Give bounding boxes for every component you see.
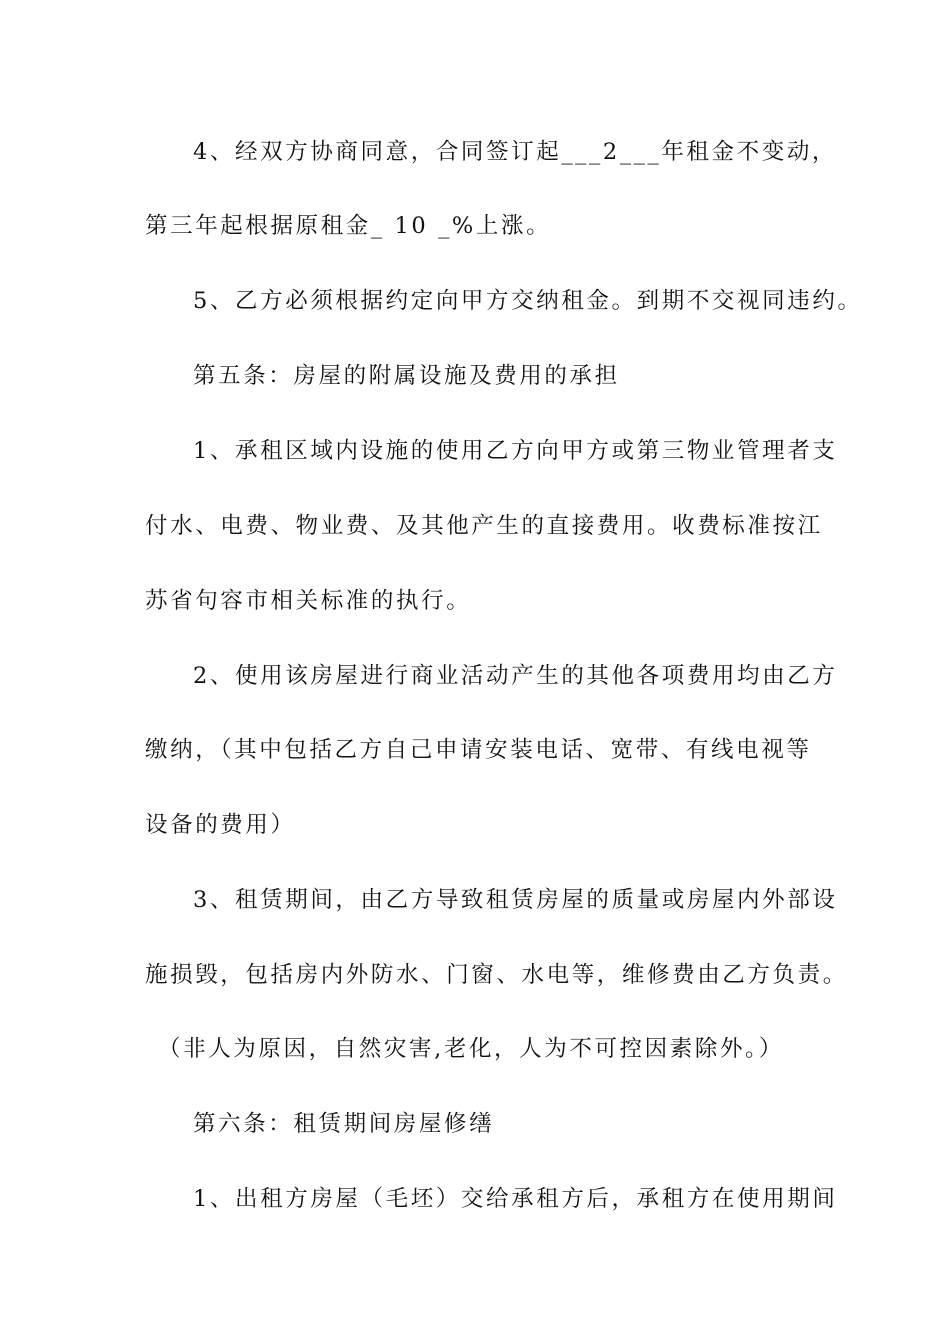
article-5-item-2-line-2: 缴纳，（其中包括乙方自己申请安装电话、宽带、有线电视等 <box>145 737 812 763</box>
article-5-item-2-line-3: 设备的费用） <box>145 812 296 838</box>
article-6-heading: 第六条：租赁期间房屋修缮 <box>193 1111 495 1137</box>
article-5-heading: 第五条：房屋的附属设施及费用的承担 <box>193 363 620 389</box>
article-5-item-3-line-1: 3、租赁期间，由乙方导致租赁房屋的质量或房屋内外部设 <box>193 887 838 913</box>
article-6-item-1-line-1: 1、出租方房屋（毛坯）交给承租方后，承租方在使用期间 <box>193 1186 838 1212</box>
clause-5-line-1: 5、乙方必须根据约定向甲方交纳租金。到期不交视同违约。 <box>193 288 863 314</box>
article-5-item-3-line-2: 施损毁，包括房内外防水、门窗、水电等，维修费由乙方负责。 <box>145 962 848 988</box>
article-5-item-1-line-1: 1、承租区域内设施的使用乙方向甲方或第三物业管理者支 <box>193 438 838 464</box>
article-5-item-1-line-2: 付水、电费、物业费、及其他产生的直接费用。收费标准按江 <box>145 513 823 539</box>
article-5-item-3-note: （非人为原因，自然灾害,老化，人为不可控因素除外。） <box>158 1036 785 1062</box>
article-5-item-1-line-3: 苏省句容市相关标准的执行。 <box>145 588 472 614</box>
clause-4-line-1: 4、经双方协商同意，合同签订起___2___年租金不变动， <box>193 139 838 165</box>
article-5-item-2-line-1: 2、使用该房屋进行商业活动产生的其他各项费用均由乙方 <box>193 663 838 689</box>
clause-4-line-2: 第三年起根据原租金_ 10 _%上涨。 <box>145 213 552 239</box>
